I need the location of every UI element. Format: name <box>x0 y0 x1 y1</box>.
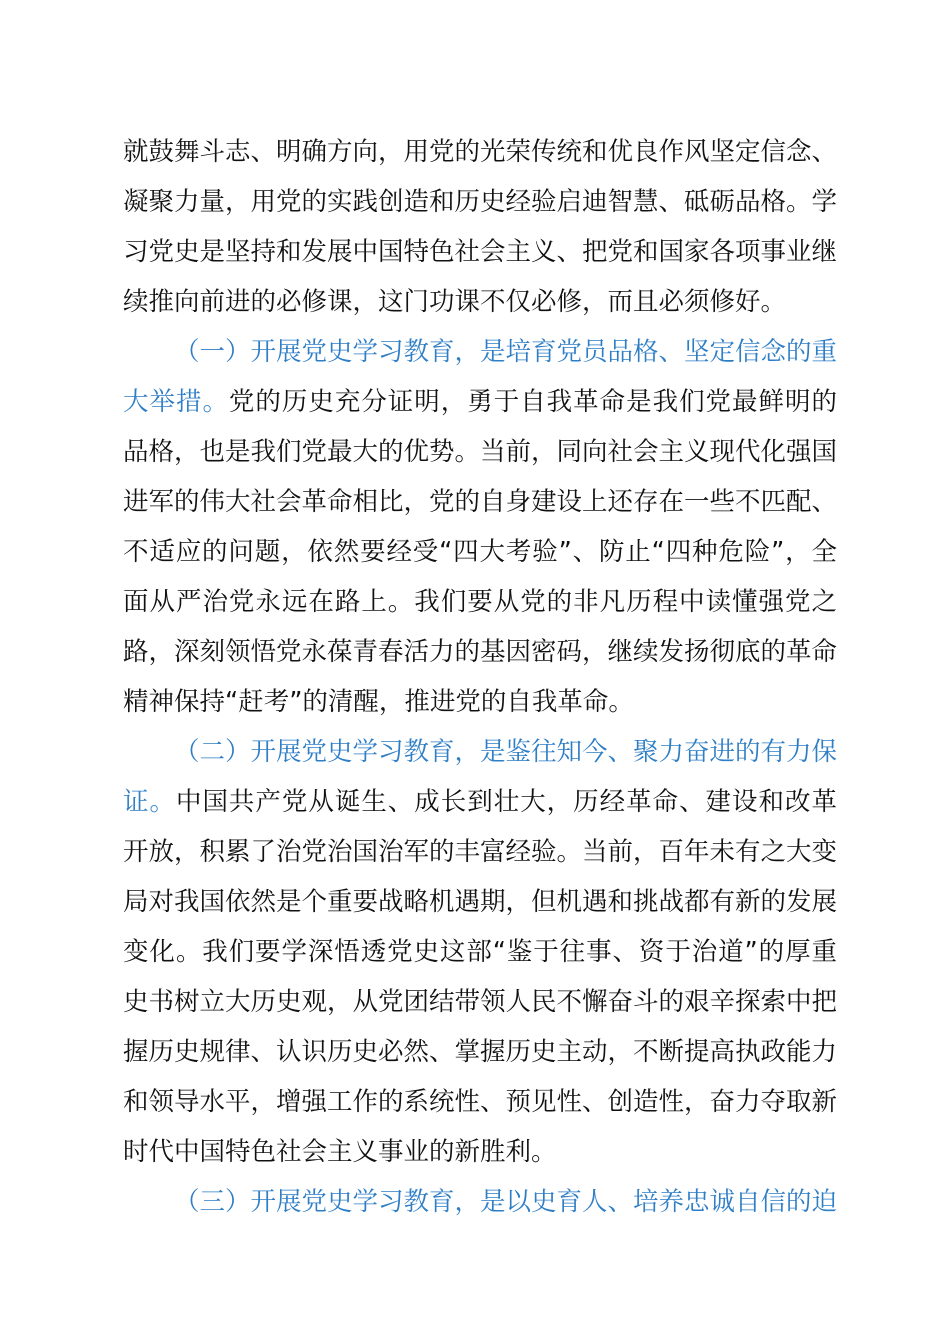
section-heading: （一）开展党史学习教育，是培育党员品格、坚定信念的重大举措。 <box>123 337 838 417</box>
paragraph-section-1 <box>123 327 837 727</box>
paragraph-body: 党的历史充分证明，勇于自我革命是我们党最鲜明的品格，也是我们党最大的优势。当前，同向社会主义现代化强国进军的伟大社会革命相比，党的自身建设上还存在一些不匹配、不适应的问题，依然要经受“四大考验”、防止“四种危险”，全面从严治党永远在路上。我们要从党的非凡历程中读懂强党之路，深刻领悟党永葆青春活力的基因密码，继续发扬彻底的革命精神保持“赶考”的清醒，推进党的自我革命。 <box>123 387 838 717</box>
paragraph-intro <box>123 127 837 327</box>
section-heading: （三）开展党史学习教育，是以史育人、培养忠诚自信的迫 <box>174 1187 838 1217</box>
document-body <box>123 127 837 1227</box>
paragraph-body: 中国共产党从诞生、成长到壮大，历经革命、建设和改革开放，积累了治党治国治军的丰富经验。当前，百年未有之大变局对我国依然是个重要战略机遇期，但机遇和挑战都有新的发展变化。我们要学深悟透党史这部“鉴于往事、资于治道”的厚重史书树立大历史观，从党团结带领人民不懈奋斗的艰辛探索中把握历史规律、认识历史必然、掌握历史主动，不断提高执政能力和领导水平，增强工作的系统性、预见性、创造性，奋力夺取新时代中国特色社会主义事业的新胜利。 <box>123 787 838 1167</box>
paragraph-section-3 <box>123 1177 837 1227</box>
section-heading: （二）开展党史学习教育，是鉴往知今、聚力奋进的有力保证。 <box>123 737 838 817</box>
paragraph-body: 就鼓舞斗志、明确方向，用党的光荣传统和优良作风坚定信念、凝聚力量，用党的实践创造和历史经验启迪智慧、砥砺品格。学习党史是坚持和发展中国特色社会主义、把党和国家各项事业继续推向前进的必修课，这门功课不仅必修，而且必须修好。 <box>123 137 838 317</box>
paragraph-section-2 <box>123 727 837 1177</box>
